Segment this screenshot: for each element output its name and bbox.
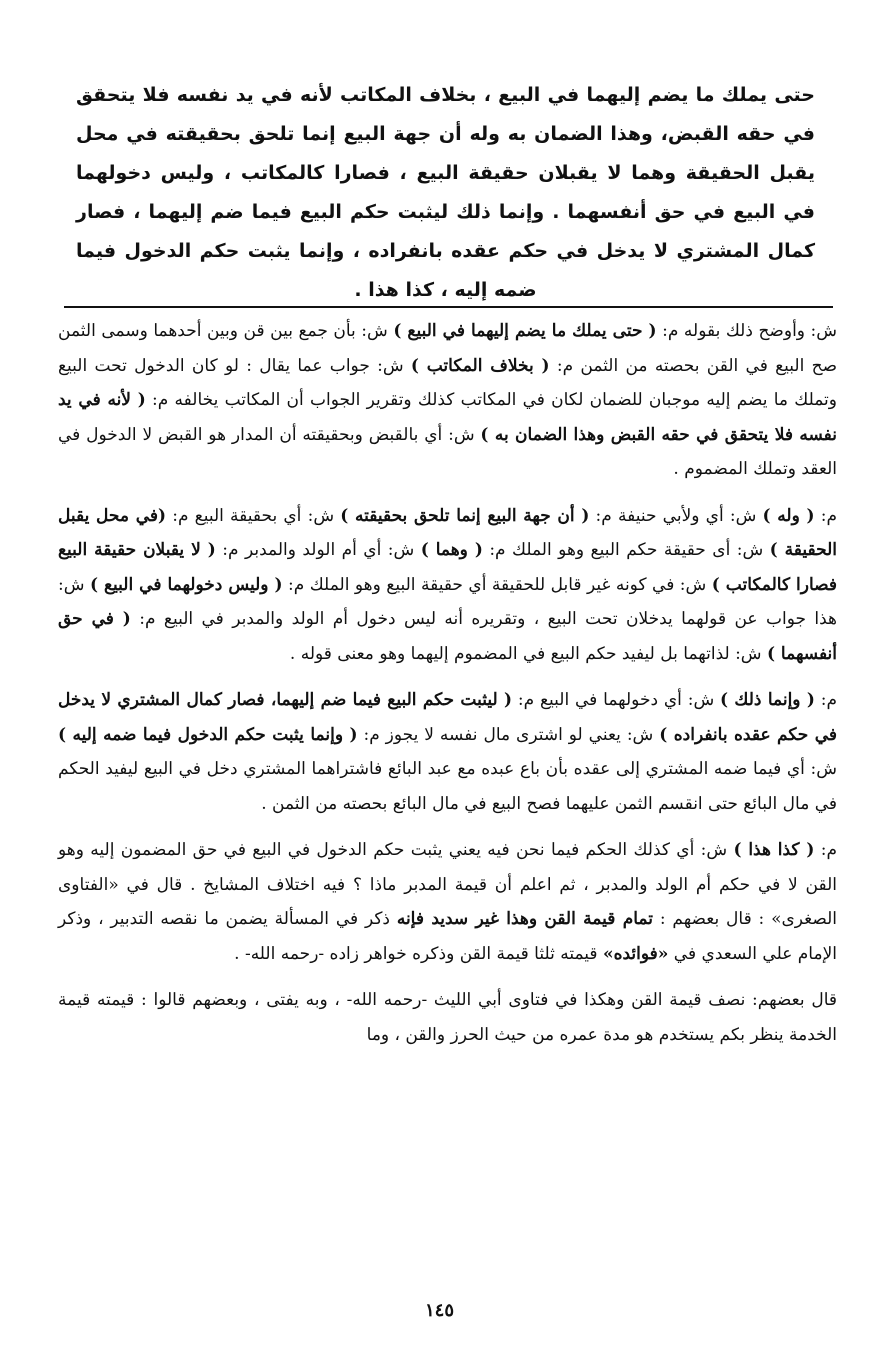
- commentary-text: ش: أي دخولهما في البيع م:: [512, 690, 721, 710]
- commentary-text: قيمته ثلثا قيمة القن وذكره خواهر زاده -رحمه الله- .: [234, 943, 603, 964]
- matn-quote: ( وإنما ذلك ): [720, 690, 815, 710]
- commentary-text: ش: لذاتهما بل ليفيد حكم البيع في المضموم إليهما وهو معنى قوله .: [289, 643, 767, 664]
- matn-quote: ( وهما ): [420, 540, 483, 560]
- commentary-text: ش: وأوضح ذلك بقوله م:: [656, 321, 838, 341]
- commentary-text: م:: [814, 505, 837, 526]
- commentary-text: م:: [814, 840, 837, 860]
- commentary-text: قال بعضهم: نصف قيمة القن وهكذا في فتاوى أبي الليث -رحمه الله- ، وبه يفتى ، وبعضهم قالوا : قيمته قيمة الخدمة ينظر بكم يستخدم هو مدة عمره من حيث الحرز والقن ، وما: [58, 990, 837, 1045]
- commentary-text: ش: أي كذلك الحكم فيما نحن فيه يعني يثبت حكم الدخول في البيع في حق المضمون إليه وهو القن لا في حكم أم الولد والمدبر ، ثم اعلم أن قيمة المدبر ماذا ؟ فيه اختلاف المشايخ . قال في «الفتاوى الصغرى» : قال بعضهم :: [58, 840, 838, 929]
- commentary-text: م:: [814, 690, 837, 710]
- matn-quote: ( بخلاف المكاتب ): [410, 355, 550, 376]
- commentary-paragraph: [58, 683, 837, 821]
- matn-quote: «فوائده»: [602, 943, 669, 964]
- commentary-text: ش: أي أم الولد والمدبر م:: [215, 540, 421, 560]
- matn-quote: تمام قيمة القن وهذا غير سديد فإنه: [396, 909, 653, 929]
- commentary-text: ش: جواب عما يقال : لو كان الدخول تحت البيع وتملك ما يضم إليه موجبان للضمان لكان في المكاتب كذلك وتقرير الجواب أن المكاتب يخالفه م:: [58, 355, 837, 410]
- commentary: [58, 314, 837, 1064]
- commentary-text: ش: بأن جمع بين قن وبين أحدهما وسمى الثمن صح البيع في القن بحصته من الثمن م:: [58, 321, 838, 376]
- commentary-text: ش: في كونه غير قابل للحقيقة أي حقيقة البيع وهو الملك م:: [282, 574, 712, 595]
- commentary-text: ش: أي فيما ضمه المشتري إلى عقده بأن باع عبده مع عبد البائع فاشتراهما المشتري دخل في البيع ليفيد الحكم في مال البائع حتى انقسم الثمن عليهما فصح البيع في مال البائع بحصته من الثمن .: [58, 759, 837, 814]
- commentary-text: ش: أي بحقيقة البيع م:: [166, 505, 341, 526]
- matn-quote: ( لأنه في يد نفسه فلا يتحقق في حقه القبض وهذا الضمان به ): [58, 390, 837, 445]
- commentary-text: ش: هذا جواب عن قولهما يدخلان تحت البيع ، وتقريره أنه ليس دخول أم الولد والمدبر في البيع م:: [58, 574, 837, 629]
- commentary-paragraph: [58, 499, 837, 672]
- commentary-paragraph: [58, 983, 837, 1052]
- matn-quote: ( في حق أنفسهما ): [58, 609, 837, 664]
- commentary-text: ش: يعني لو اشترى مال نفسه لا يجوز م:: [357, 724, 660, 745]
- commentary-text: ذكر في المسألة يضمن ما نقصه التدبير ، وذكر الإمام علي السعدي في: [58, 909, 837, 964]
- main-text: حتى يملك ما يضم إليهما في البيع ، بخلاف المكاتب لأنه في يد نفسه فلا يتحقق في حقه القبض، وهذا الضمان به وله أن جهة البيع إنما تلحق بحقيقته في محل يقبل الحقيقة وهما لا يقبلان حقيقة البيع ، فصارا كالمكاتب ، وليس دخولهما في البيع في حق أنفسهما . وإنما ذلك ليثبت حكم البيع فيما ضم إليهما ، فصار كمال المشتري لا يدخل في حكم عقده بانفراده ، وإنما يثبت حكم الدخول فيما ضمه إليه ، كذا هذا .: [76, 84, 815, 301]
- matn-quote: ( كذا هذا ): [733, 840, 815, 860]
- commentary-text: ش: أى حقيقة حكم البيع وهو الملك م:: [482, 540, 770, 560]
- commentary-paragraph: [58, 314, 837, 487]
- commentary-text: ش: أي بالقبض وبحقيقته أن المدار هو القبض لا الدخول في العقد وتملك المضموم .: [58, 424, 837, 479]
- matn-quote: ( وإنما يثبت حكم الدخول فيما ضمه إليه ): [58, 724, 358, 745]
- matn-quote: ( وله ): [762, 505, 815, 526]
- section-divider: [64, 306, 833, 308]
- commentary-paragraph: [58, 833, 837, 971]
- commentary-text: ش: أي ولأبي حنيفة م:: [589, 505, 763, 526]
- matn-quote: ( حتى يملك ما يضم إليهما في البيع ): [393, 321, 657, 341]
- matn-quote: ( ليثبت حكم البيع فيما ضم إليهما، فصار كمال المشتري لا يدخل في حكم عقده بانفراده ): [58, 690, 838, 745]
- matn-quote: ( أن جهة البيع إنما تلحق بحقيقته ): [340, 505, 590, 526]
- matn-quote: (في محل يقبل الحقيقة ): [58, 505, 837, 560]
- matn-quote: ( لا يقبلان حقيقة البيع فصارا كالمكاتب ): [58, 540, 838, 595]
- page-number: ١٤٥: [424, 1300, 454, 1321]
- matn-quote: ( وليس دخولهما في البيع ): [89, 574, 283, 595]
